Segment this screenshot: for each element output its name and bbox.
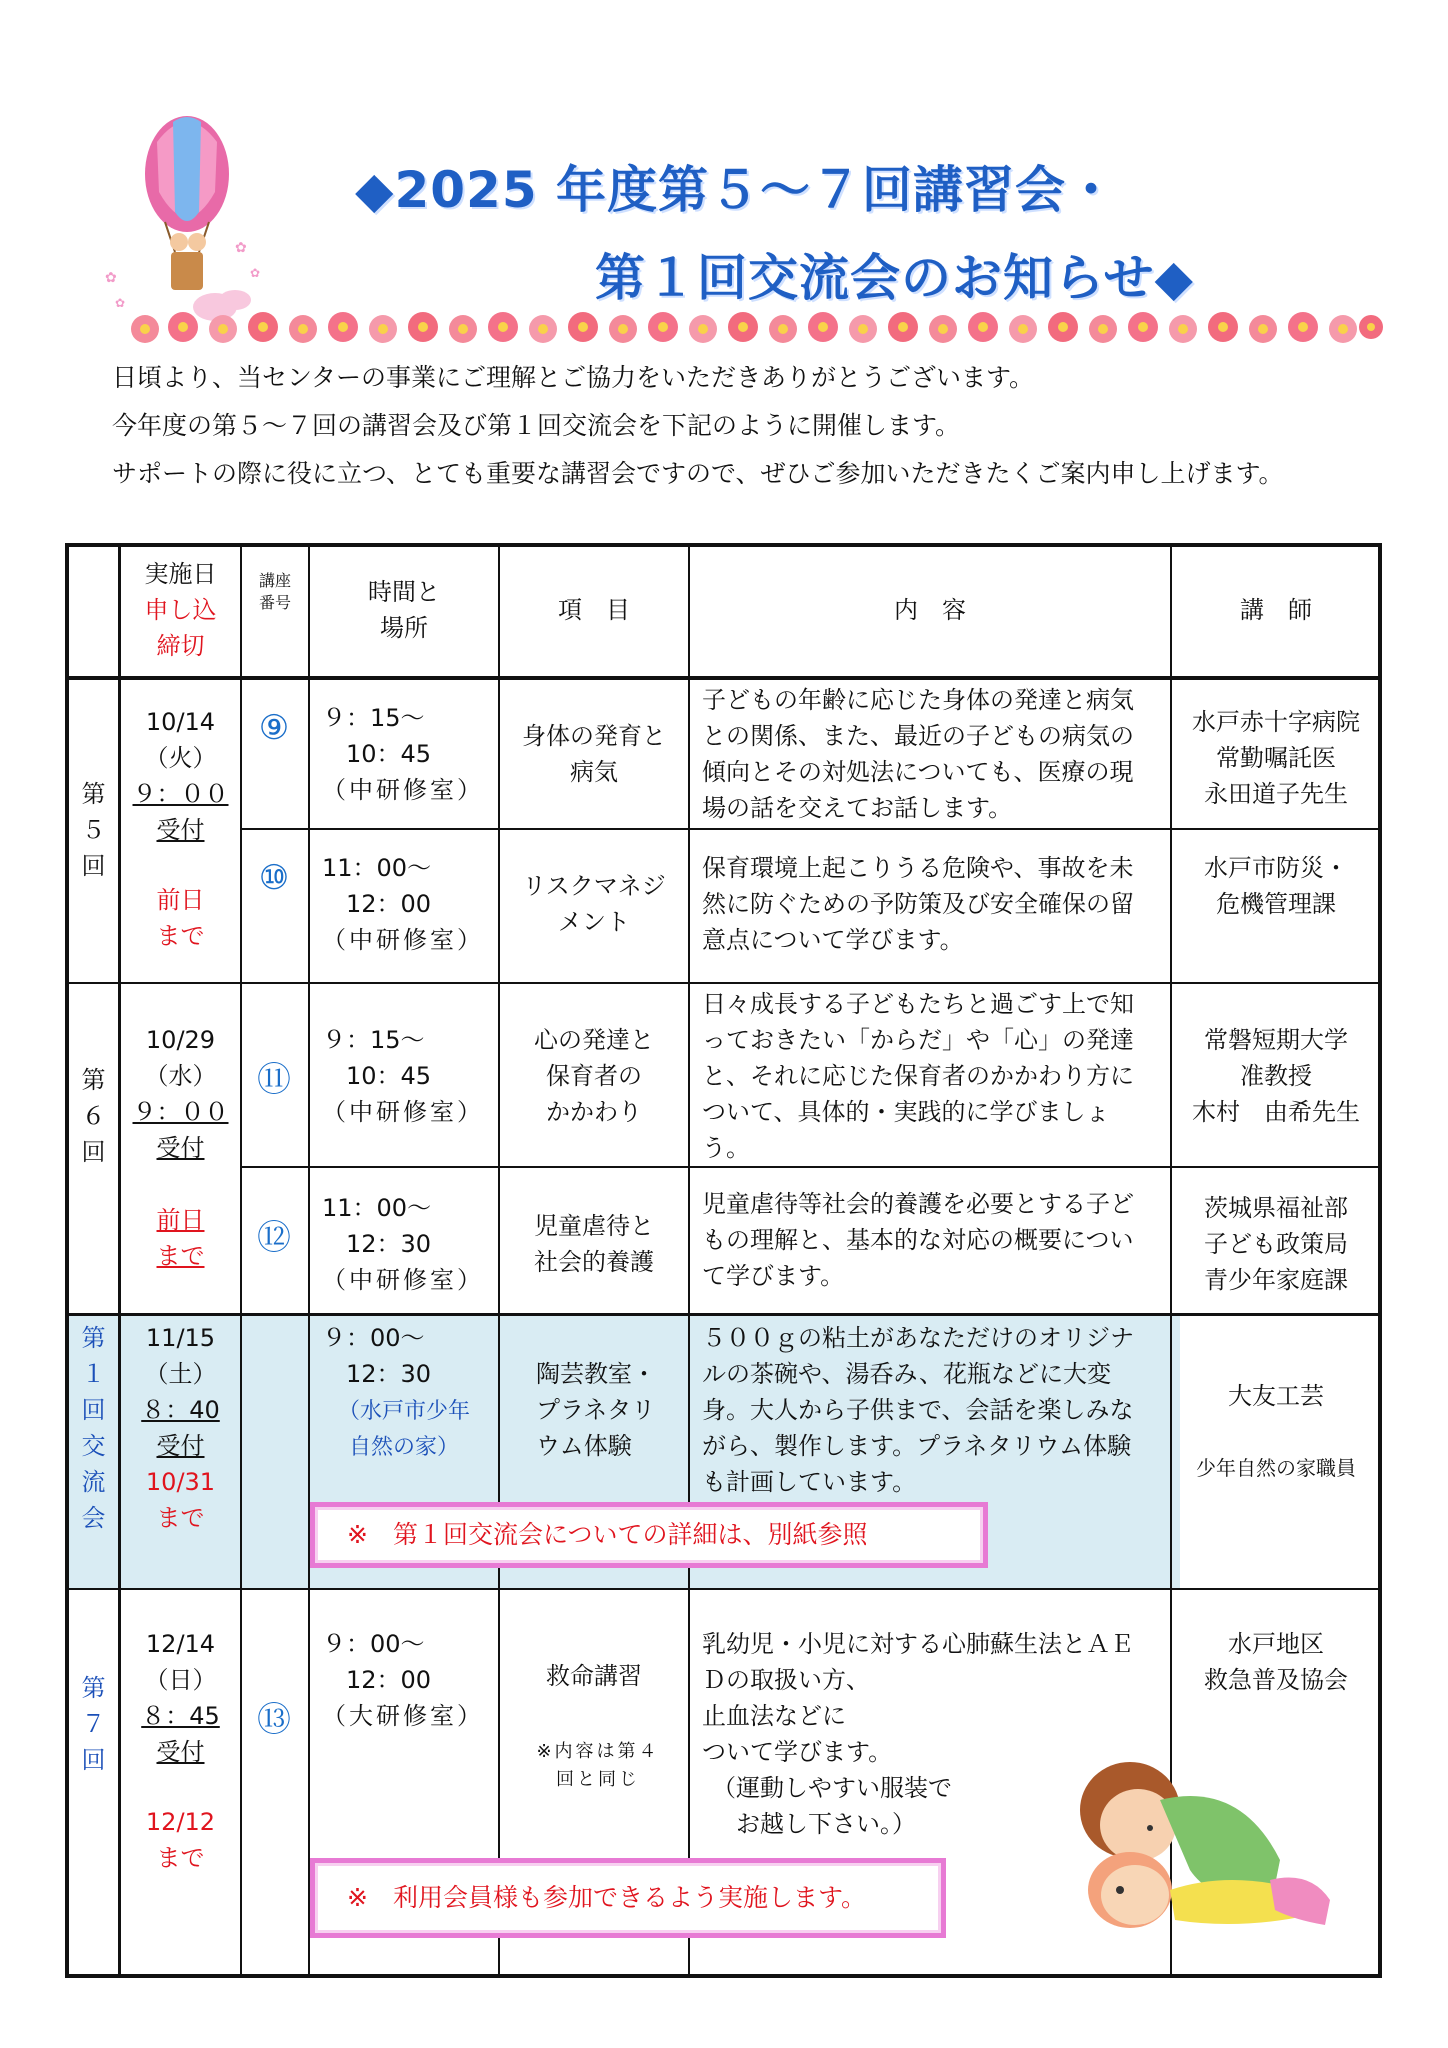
course-number-10: ⑩ (258, 858, 290, 898)
column-divider (308, 545, 310, 1976)
session-7-time (322, 1626, 498, 1734)
session-5-reception: 受付 (156, 816, 205, 844)
intro-line-2: 今年度の第５～７回の講習会及び第１回交流会を下記のように開催します。 (112, 411, 961, 440)
session-7-item-note-1: ※内容は第４ (536, 1741, 660, 1762)
session-5a-lecturer-2: 常勤嘱託医 (1216, 744, 1336, 772)
exchange-content-3: 身。大人から子供まで、会話を楽しみな (702, 1396, 1134, 1424)
header-course-number (242, 570, 308, 614)
session-6a-time (322, 1022, 498, 1130)
exchange-label-3: 回 (81, 1396, 106, 1424)
session-6b-time-end: 12：30 (346, 1230, 432, 1258)
course-number-12: ⑫ (257, 1218, 291, 1258)
session-5a-time (322, 700, 498, 808)
session-5-weekday: （火） (144, 744, 217, 772)
session-6a-content-5: う。 (702, 1134, 750, 1162)
session-6a-content-2: っておきたい「からだ」や「心」の発達 (702, 1026, 1134, 1054)
session-5b-lecturer (1172, 850, 1380, 922)
session-7-content-1: 乳幼児・小児に対する心肺蘇生法とＡＥ (702, 1630, 1134, 1658)
session-5b-content-3: 意点について学びます。 (702, 926, 964, 954)
row-divider (67, 1588, 1380, 1590)
exchange-label-5: 流 (81, 1468, 106, 1496)
session-6b-lecturer-3: 青少年家庭課 (1204, 1266, 1348, 1294)
header-time-line2: 場所 (380, 614, 428, 642)
session-7-deadline-1: 12/12 (145, 1808, 216, 1836)
session-5b-time-start: 11：00～ (322, 854, 432, 882)
exchange-place (310, 1394, 498, 1466)
header-deadline-label: 申し込 (144, 596, 217, 624)
flower-border-decoration (125, 307, 1385, 347)
exchange-date-value: 11/15 (145, 1324, 216, 1352)
header-time-place (310, 574, 498, 646)
header-date (121, 556, 240, 664)
session-7-content-2: Ｄの取扱い方、 (702, 1666, 870, 1694)
session-7-item: 救命講習 (546, 1662, 642, 1690)
hot-air-balloon-illustration (95, 112, 275, 327)
session-5a-time-end: 10：45 (346, 740, 432, 768)
session-7-date-value: 12/14 (145, 1630, 216, 1658)
session-7-lecturer (1172, 1626, 1380, 1698)
session-5-deadline-1: 前日 (156, 886, 205, 914)
exchange-item (536, 1356, 686, 1464)
exchange-item-2: プラネタリ (536, 1396, 656, 1424)
session-6-label (69, 1062, 118, 1170)
session-5a-content-4: 場の話を交えてお話します。 (702, 794, 1013, 822)
session-5a-item (500, 718, 688, 790)
exchange-time-end: 12：30 (346, 1360, 432, 1388)
session-6a-content-3: と、それに応じた保育者のかかわり方に (702, 1062, 1134, 1090)
session-6b-content (702, 1186, 1168, 1294)
session-5b-lecturer-1: 水戸市防災・ (1204, 854, 1348, 882)
exchange-note: ※ 第１回交流会についての詳細は、別紙参照 (310, 1502, 988, 1568)
session-7-item-note (508, 1738, 688, 1794)
session-6b-lecturer (1172, 1190, 1380, 1298)
course-number-11: ⑪ (257, 1060, 291, 1100)
course-number-13: ⑬ (257, 1700, 291, 1740)
svg-text:✿: ✿ (115, 296, 126, 310)
exchange-label-2: １ (81, 1360, 106, 1388)
title-line-1: ◆2025 年度第５～７回講習会・ (355, 161, 1118, 219)
intro-line-1: 日頃より、当センターの事業にご理解とご協力をいただきありがとうございます。 (112, 363, 1035, 392)
exchange-label-6: 会 (81, 1504, 106, 1532)
session-6a-place: （中研修室） (322, 1098, 484, 1126)
intro-line-3: サポートの際に役に立つ、とても重要な講習会ですので、ぜひご参加いただきたくご案内申し上げます。 (112, 459, 1284, 488)
session-6b-time (322, 1190, 498, 1298)
header-date-label: 実施日 (144, 560, 217, 588)
exchange-label (69, 1320, 118, 1536)
exchange-date (121, 1320, 240, 1536)
session-7-place: （大研修室） (322, 1702, 484, 1730)
session-5b-time-end: 12：00 (346, 890, 432, 918)
session-7-label-3: 回 (81, 1746, 106, 1774)
session-7-lecturer-2: 救急普及協会 (1204, 1666, 1348, 1694)
session-6-date-value: 10/29 (145, 1026, 216, 1054)
row-divider (242, 828, 1380, 830)
session-7-deadline-2: まで (156, 1844, 205, 1872)
session-6a-lecturer-2: 准教授 (1240, 1062, 1312, 1090)
session-5a-content-2: との関係、また、最近の子どもの病気の (702, 722, 1134, 750)
exchange-content-1: ５００ｇの粘土があなただけのオリジナ (702, 1324, 1134, 1352)
session-7-label (69, 1670, 118, 1778)
header-lecturer: 講 師 (1240, 596, 1312, 624)
svg-text:✿: ✿ (105, 270, 117, 286)
session-6-date (121, 1022, 240, 1274)
session-6-deadline-2: まで (156, 1242, 205, 1270)
exchange-item-1: 陶芸教室・ (536, 1360, 656, 1388)
session-5-date-value: 10/14 (145, 708, 216, 736)
session-5b-lecturer-2: 危機管理課 (1216, 890, 1336, 918)
row-divider (242, 1166, 1380, 1168)
session-5a-item-2: 病気 (570, 758, 618, 786)
session-7-content-3: 止血法などに (702, 1702, 846, 1730)
header-item: 項 目 (558, 596, 630, 624)
session-5a-lecturer (1172, 704, 1380, 812)
exchange-reception: 受付 (156, 1432, 205, 1460)
exchange-time-start: ９：00～ (322, 1324, 425, 1352)
session-5-date (121, 704, 240, 954)
session-7-reception-time: ８：45 (141, 1702, 220, 1730)
session-5-label-3: 回 (81, 852, 106, 880)
exchange-content (702, 1320, 1168, 1500)
session-5a-place: （中研修室） (322, 776, 484, 804)
course-number-9: ⑨ (258, 708, 290, 748)
session-6a-item-3: かかわり (546, 1098, 642, 1126)
session-6b-lecturer-2: 子ども政策局 (1204, 1230, 1348, 1258)
session-5b-content-1: 保育環境上起こりうる危険や、事故を未 (702, 854, 1134, 882)
exchange-place-1: （水戸市少年 (337, 1399, 470, 1424)
column-divider (688, 545, 690, 1976)
row-divider (67, 676, 1380, 680)
svg-text:✿: ✿ (235, 240, 247, 256)
session-6b-content-3: て学びます。 (702, 1262, 845, 1290)
exchange-weekday: （土） (144, 1360, 217, 1388)
exchange-lecturer-1: 大友工芸 (1228, 1382, 1324, 1410)
svg-text:✿: ✿ (250, 266, 261, 280)
exchange-content-4: がら、製作します。プラネタリウム体験 (702, 1432, 1132, 1460)
session-6-label-1: 第 (81, 1066, 106, 1094)
session-6a-content-4: ついて、具体的・実践的に学びましょ (702, 1098, 1110, 1126)
session-6a-lecturer-1: 常磐短期大学 (1204, 1026, 1348, 1054)
session-7-item-note-2: 回と同じ (556, 1769, 640, 1790)
session-5a-lecturer-1: 水戸赤十字病院 (1192, 708, 1360, 736)
session-6-label-3: 回 (81, 1138, 106, 1166)
header-deadline-label-2: 締切 (156, 632, 205, 660)
session-5a-lecturer-3: 永田道子先生 (1204, 780, 1348, 808)
session-7-lecturer-1: 水戸地区 (1228, 1630, 1324, 1658)
exchange-label-1: 第 (81, 1324, 106, 1352)
session-7-date (121, 1626, 240, 1876)
column-divider (240, 545, 242, 1976)
exchange-place-2: 自然の家） (348, 1435, 459, 1460)
exchange-deadline-1: 10/31 (145, 1468, 216, 1496)
session-5-deadline-2: まで (156, 922, 205, 950)
header-content: 内 容 (894, 596, 966, 624)
session-6b-lecturer-1: 茨城県福祉部 (1204, 1194, 1348, 1222)
session-5b-time (322, 850, 498, 958)
session-5-label-1: 第 (81, 780, 106, 808)
session-5-label (69, 776, 118, 884)
session-7-content-5: （運動しやすい服装で (712, 1774, 952, 1802)
header-course-number-line1: 講座 (258, 571, 291, 590)
session-7-content-6: お越し下さい。） (712, 1810, 916, 1838)
session-5b-item-1: リスクマネジ (522, 872, 666, 900)
exchange-content-2: ルの茶碗や、湯呑み、花瓶などに大変 (702, 1360, 1111, 1388)
exchange-reception-time: ８：40 (141, 1396, 220, 1424)
session-6-label-2: ６ (81, 1102, 106, 1130)
session-7-content-4: ついて学びます。 (702, 1738, 893, 1766)
session-6b-item-2: 社会的養護 (534, 1248, 654, 1276)
session-6b-content-2: もの理解と、基本的な対応の概要につい (702, 1226, 1134, 1254)
session-7-label-1: 第 (81, 1674, 106, 1702)
session-7-weekday: （日） (144, 1666, 217, 1694)
session-5a-content-1: 子どもの年齢に応じた身体の発達と病気 (702, 686, 1134, 714)
session-5b-place: （中研修室） (322, 926, 484, 954)
session-7-label-2: ７ (81, 1710, 106, 1738)
exchange-content-5: も計画しています。 (702, 1468, 917, 1496)
session-6b-place: （中研修室） (322, 1266, 484, 1294)
session-5-reception-time: ９：００ (132, 780, 229, 808)
session-6a-time-end: 10：45 (346, 1062, 432, 1090)
session-5a-content-3: 傾向とその対処法についても、医療の現 (702, 758, 1134, 786)
session-6a-lecturer (1172, 1022, 1380, 1130)
session-6a-item (500, 1022, 688, 1130)
session-6b-item-1: 児童虐待と (534, 1212, 654, 1240)
session-6a-lecturer-3: 木村 由希先生 (1192, 1098, 1360, 1126)
session-7-reception: 受付 (156, 1738, 205, 1766)
header-course-number-line2: 番号 (258, 593, 291, 612)
row-divider (67, 982, 1380, 984)
session-6-deadline-1: 前日 (156, 1206, 205, 1234)
session-5b-item (500, 868, 688, 940)
session-5b-content-2: 然に防ぐための予防策及び安全確保の留 (702, 890, 1134, 918)
session-5a-item-1: 身体の発育と (522, 722, 666, 750)
exchange-deadline-2: まで (156, 1504, 205, 1532)
session-6a-content-1: 日々成長する子どもたちと過ごす上で知 (702, 990, 1134, 1018)
session-6b-content-1: 児童虐待等社会的養護を必要とする子ど (702, 1190, 1134, 1218)
session-6-reception-time: ９：００ (132, 1098, 229, 1126)
session-6b-item (500, 1208, 688, 1280)
session-7-time-start: ９：00～ (322, 1630, 425, 1658)
session-7-note: ※ 利用会員様も参加できるよう実施します。 (310, 1858, 946, 1938)
session-5-label-2: ５ (81, 816, 106, 844)
session-5a-content (702, 682, 1168, 826)
session-6a-time-start: ９：15～ (322, 1026, 425, 1054)
exchange-lecturer-2: 少年自然の家職員 (1196, 1456, 1356, 1480)
exchange-time (322, 1320, 498, 1392)
session-6-weekday: （水） (144, 1062, 217, 1090)
session-5a-time-start: ９：15～ (322, 704, 425, 732)
cpr-illustration (1040, 1740, 1340, 1940)
exchange-label-4: 交 (81, 1432, 106, 1460)
exchange-item-3: ウム体験 (536, 1432, 632, 1460)
session-5b-content (702, 850, 1168, 958)
session-6a-content (702, 986, 1168, 1166)
session-6a-item-2: 保育者の (546, 1062, 642, 1090)
title-line-2: 第１回交流会のお知らせ◆ (595, 249, 1194, 307)
session-6b-time-start: 11：00～ (322, 1194, 432, 1222)
session-6a-item-1: 心の発達と (534, 1026, 654, 1054)
header-time-line1: 時間と (368, 578, 440, 606)
session-5b-item-2: メント (558, 908, 630, 936)
row-divider (67, 1313, 1380, 1316)
session-7-time-end: 12：00 (346, 1666, 432, 1694)
session-6-reception: 受付 (156, 1134, 205, 1162)
